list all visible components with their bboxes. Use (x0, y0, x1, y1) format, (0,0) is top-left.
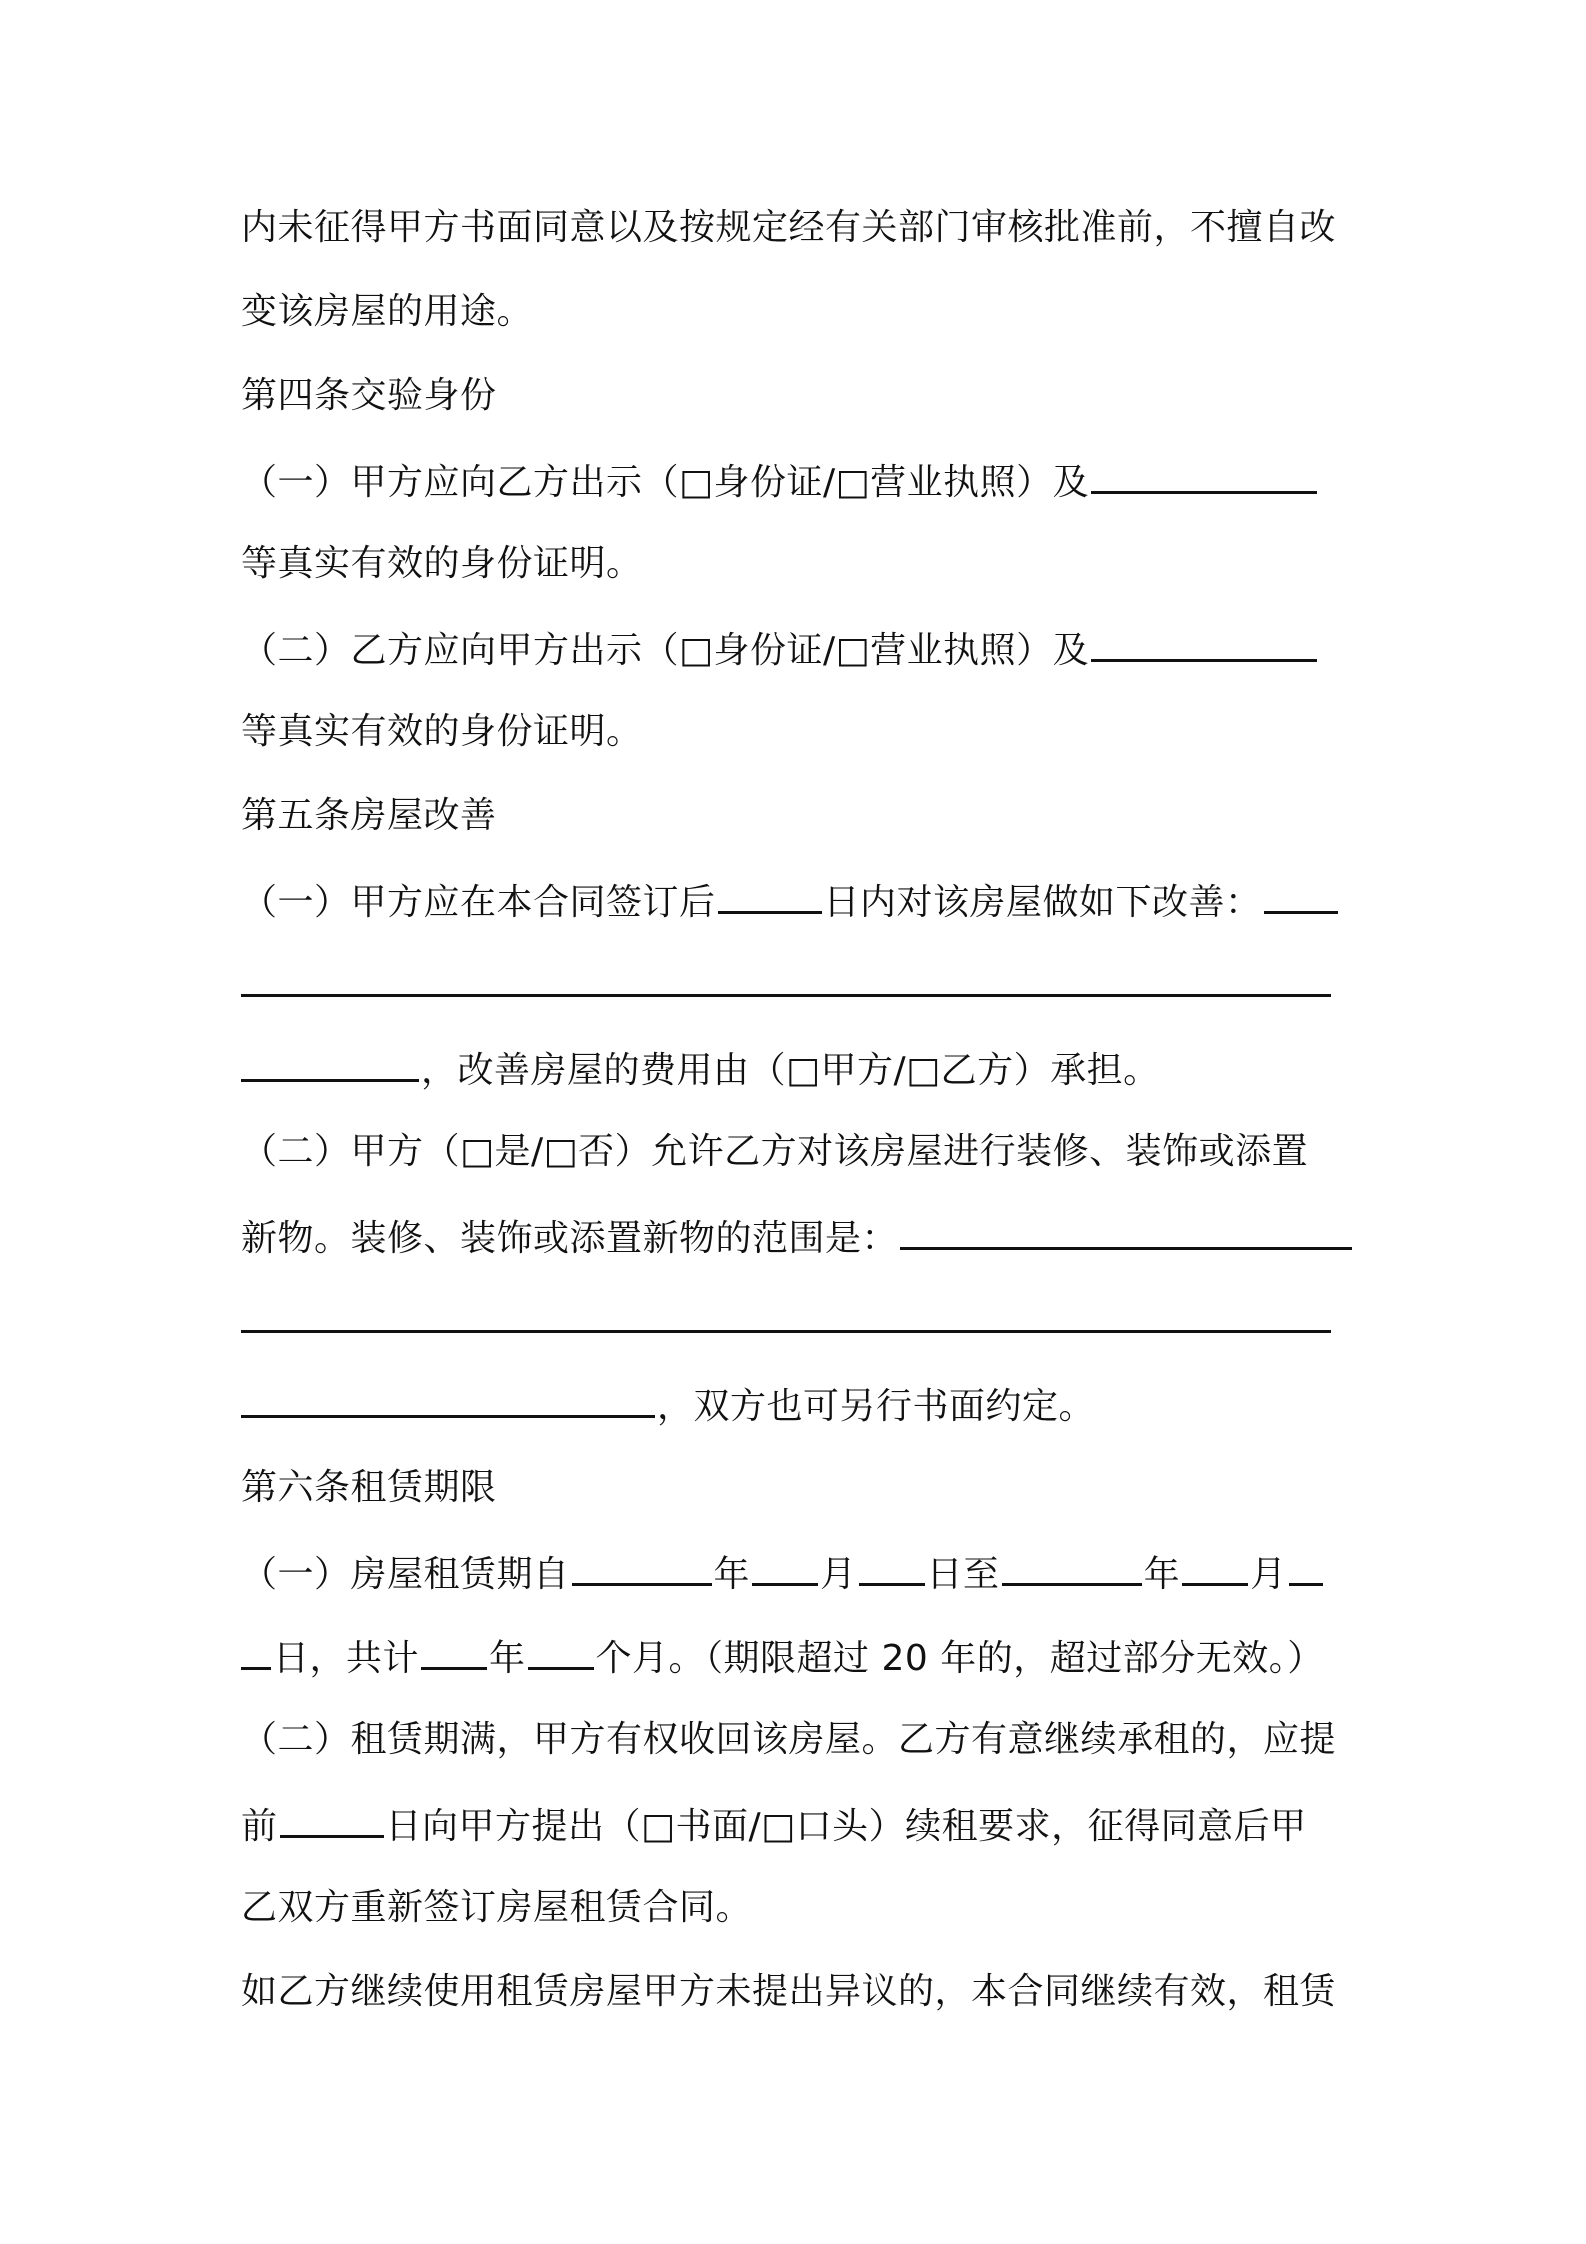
fill-blank[interactable] (1091, 623, 1317, 662)
clause-text: （二）甲方（□是/□否）允许乙方对该房屋进行装修、装饰或添置 (241, 1131, 1309, 1172)
fill-blank[interactable] (241, 1379, 655, 1418)
clause-text: 日，共计 (273, 1638, 420, 1679)
article-5-heading (241, 791, 497, 841)
clause-text: 等真实有效的身份证明。 (241, 711, 643, 752)
clause-text: 新物。装修、装饰或添置新物的范围是： (241, 1218, 899, 1259)
fill-blank[interactable] (1091, 455, 1317, 494)
article-4-item-1 (241, 455, 1319, 505)
fill-blank[interactable] (280, 1799, 384, 1838)
clause-text: 乙双方重新签订房屋租赁合同。 (241, 1887, 753, 1928)
paragraph-text: 内未征得甲方书面同意以及按规定经有关部门审核批准前，不擅自改 (241, 207, 1337, 248)
day-label: 日至 (926, 1554, 1000, 1595)
article-6-item-2 (241, 1715, 1336, 1765)
fill-line[interactable] (241, 1330, 1331, 1333)
clause-text: 前 (241, 1806, 278, 1847)
fill-blank[interactable] (241, 1631, 271, 1670)
article-4-item-2 (241, 623, 1319, 673)
article-title: 第六条租赁期限 (241, 1467, 497, 1508)
article-4-heading (241, 371, 497, 421)
clause-text: （二）租赁期满，甲方有权收回该房屋。乙方有意继续承租的，应提 (241, 1719, 1337, 1760)
text-line (241, 1379, 1095, 1429)
article-6-heading (241, 1463, 497, 1513)
fill-blank[interactable] (1182, 1547, 1248, 1586)
fill-blank[interactable] (752, 1547, 818, 1586)
fill-blank[interactable] (1002, 1547, 1142, 1586)
article-6-item-1 (241, 1547, 1325, 1597)
fill-blank[interactable] (421, 1631, 487, 1670)
fill-blank[interactable] (241, 1043, 419, 1082)
clause-text: 日向甲方提出（□书面/□口头）续租要求，征得同意后甲 (385, 1806, 1307, 1847)
fill-blank[interactable] (859, 1547, 925, 1586)
year-label: 年 (713, 1554, 751, 1595)
article-5-item-2 (241, 1127, 1308, 1177)
month-label: 月 (1250, 1554, 1287, 1595)
paragraph-text: 如乙方继续使用租赁房屋甲方未提出异议的，本合同继续有效，租赁 (241, 1971, 1337, 2012)
fill-blank[interactable] (528, 1631, 594, 1670)
text-line (241, 287, 533, 337)
clause-text: （二）乙方应向甲方出示（□身份证/□营业执照）及 (241, 630, 1090, 671)
text-line (241, 203, 1336, 253)
text-line (241, 1631, 1324, 1681)
fill-blank[interactable] (572, 1547, 712, 1586)
fill-blank[interactable] (900, 1211, 1352, 1250)
text-line (241, 539, 643, 589)
fill-blank[interactable] (1289, 1547, 1323, 1586)
text-line (241, 1043, 1160, 1093)
year-label: 年 (489, 1638, 526, 1679)
clause-text: ，改善房屋的费用由（□甲方/□乙方）承担。 (421, 1050, 1160, 1091)
fill-blank[interactable] (1264, 875, 1338, 914)
fill-line[interactable] (241, 994, 1331, 997)
text-line (241, 1211, 1354, 1261)
text-line (241, 1883, 752, 1933)
clause-text: ，双方也可另行书面约定。 (657, 1386, 1096, 1427)
clause-text: （一）甲方应向乙方出示（□身份证/□营业执照）及 (241, 462, 1090, 503)
text-line (241, 1799, 1307, 1849)
text-line (241, 707, 643, 757)
article-title: 第五条房屋改善 (241, 795, 497, 836)
clause-text: （一）甲方应在本合同签订后 (241, 882, 716, 923)
year-label: 年 (1143, 1554, 1181, 1595)
article-5-item-1 (241, 875, 1340, 925)
article-title: 第四条交验身份 (241, 375, 497, 416)
clause-text: 日内对该房屋做如下改善： (823, 882, 1262, 923)
month-label: 月 (820, 1554, 857, 1595)
paragraph-text: 变该房屋的用途。 (241, 291, 534, 332)
clause-text: （一）房屋租赁期自 (241, 1554, 570, 1595)
fill-blank[interactable] (718, 875, 822, 914)
clause-text: 个月。（期限超过 20 年的，超过部分无效。） (595, 1638, 1324, 1679)
clause-text: 等真实有效的身份证明。 (241, 543, 643, 584)
text-line (241, 1967, 1336, 2017)
